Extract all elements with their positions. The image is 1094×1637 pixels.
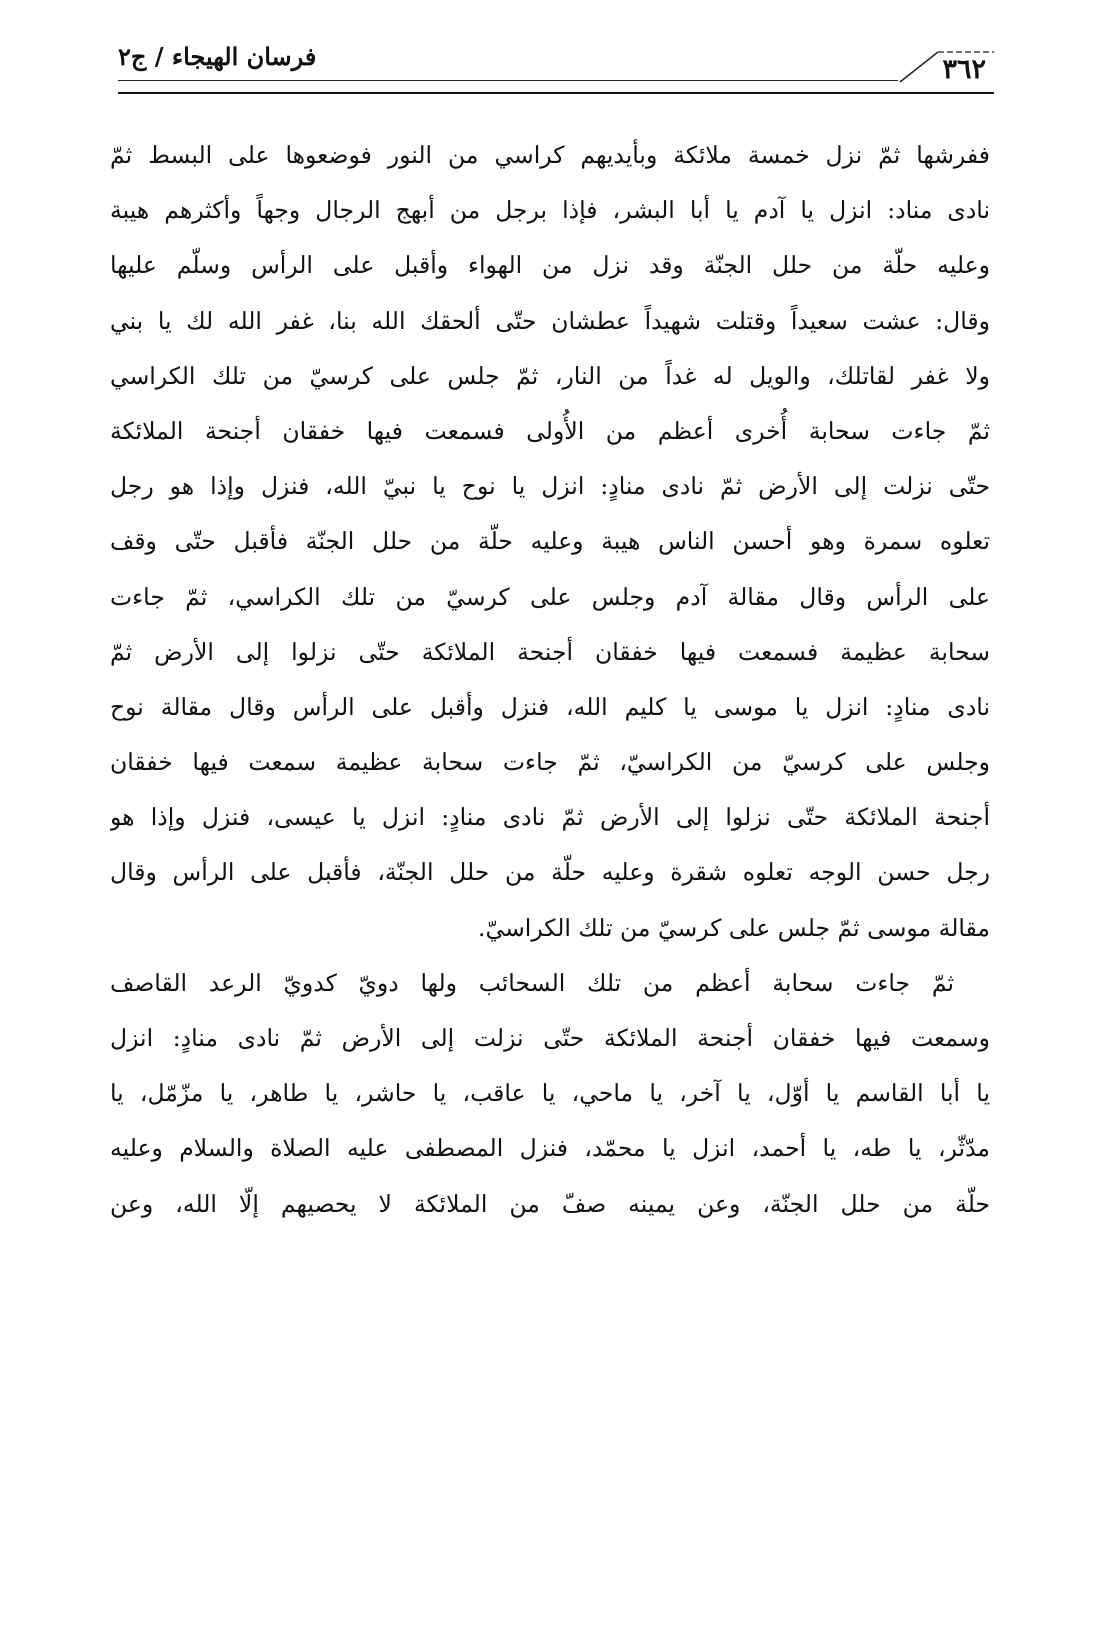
header-rule-thick	[118, 92, 994, 94]
text-line: ولا غفر لقاتلك، والويل له غداً من النار، ثمّ جلس على كرسيّ من تلك الكراسي	[110, 361, 990, 390]
running-title: فرسان الهيجاء / ج٢	[118, 42, 317, 71]
text-line: مقالة موسى ثمّ جلس على كرسيّ من تلك الكراسيّ.	[478, 913, 990, 942]
text-line: ثمّ جاءت سحابة أعظم من تلك السحائب ولها دويّ كدويّ الرعد القاصف	[110, 968, 954, 997]
text-line: وجلس على كرسيّ من الكراسيّ، ثمّ جاءت سحابة عظيمة سمعت فيها خفقان	[110, 748, 990, 777]
paragraph-2	[110, 956, 990, 1232]
text-line: رجل حسن الوجه تعلوه شقرة وعليه حلّة من حلل الجنّة، فأقبل على الرأس وقال	[110, 858, 990, 887]
text-line: ثمّ جاءت سحابة أُخرى أعظم من الأُولى فسمعت فيها خفقان أجنحة الملائكة	[110, 416, 990, 445]
text-line: على الرأس وقال مقالة آدم وجلس على كرسيّ من تلك الكراسي، ثمّ جاءت	[110, 582, 990, 611]
page-number: ٣٦٢	[942, 54, 986, 85]
text-line: حتّى نزلت إلى الأرض ثمّ نادى منادٍ: انزل يا نوح يا نبيّ الله، فنزل وإذا هو رجل	[110, 472, 990, 501]
text-line: مدّثّر، يا طه، يا أحمد، انزل يا محمّد، فنزل المصطفى عليه الصلاة والسلام وعليه	[110, 1134, 990, 1163]
text-line: أجنحة الملائكة حتّى نزلوا إلى الأرض ثمّ نادى منادٍ: انزل يا عيسى، فنزل وإذا هو	[110, 803, 990, 832]
text-line: ففرشها ثمّ نزل خمسة ملائكة وبأيديهم كراسي من النور فوضعوها على البسط ثمّ	[110, 141, 990, 169]
text-line: نادى مناد: انزل يا آدم يا أبا البشر، فإذا برجل من أبهج الرجال وجهاً وأكثرهم هيبة	[110, 196, 990, 225]
text-line: وقال: عشت سعيداً وقتلت شهيداً عطشان حتّى ألحقك الله بنا، غفر الله لك يا بني	[110, 306, 990, 335]
text-line: وسمعت فيها خفقان أجنحة الملائكة حتّى نزلت إلى الأرض ثمّ نادى منادٍ: انزل	[110, 1024, 990, 1052]
text-line: نادى منادٍ: انزل يا موسى يا كليم الله، فنزل وأقبل على الرأس وقال مقالة نوح	[110, 692, 990, 721]
page-header	[118, 40, 994, 96]
paragraph-1	[110, 128, 990, 956]
text-line: يا أبا القاسم يا أوّل، يا آخر، يا ماحي، يا عاقب، يا حاشر، يا طاهر، يا مزّمّل، يا	[110, 1079, 990, 1108]
text-line: تعلوه سمرة وهو أحسن الناس هيبة وعليه حلّة من حلل الجنّة فأقبل حتّى وقف	[110, 527, 990, 556]
header-rule-thin	[118, 80, 898, 81]
text-line: حلّة من حلل الجنّة، وعن يمينه صفّ من الملائكة لا يحصيهم إلّا الله، وعن	[110, 1189, 990, 1218]
text-line: وعليه حلّة من حلل الجنّة وقد نزل من الهواء وأقبل على الرأس وسلّم عليها	[110, 251, 990, 280]
text-line: سحابة عظيمة فسمعت فيها خفقان أجنحة الملائكة حتّى نزلوا إلى الأرض ثمّ	[110, 637, 990, 666]
body-text	[110, 128, 990, 1232]
